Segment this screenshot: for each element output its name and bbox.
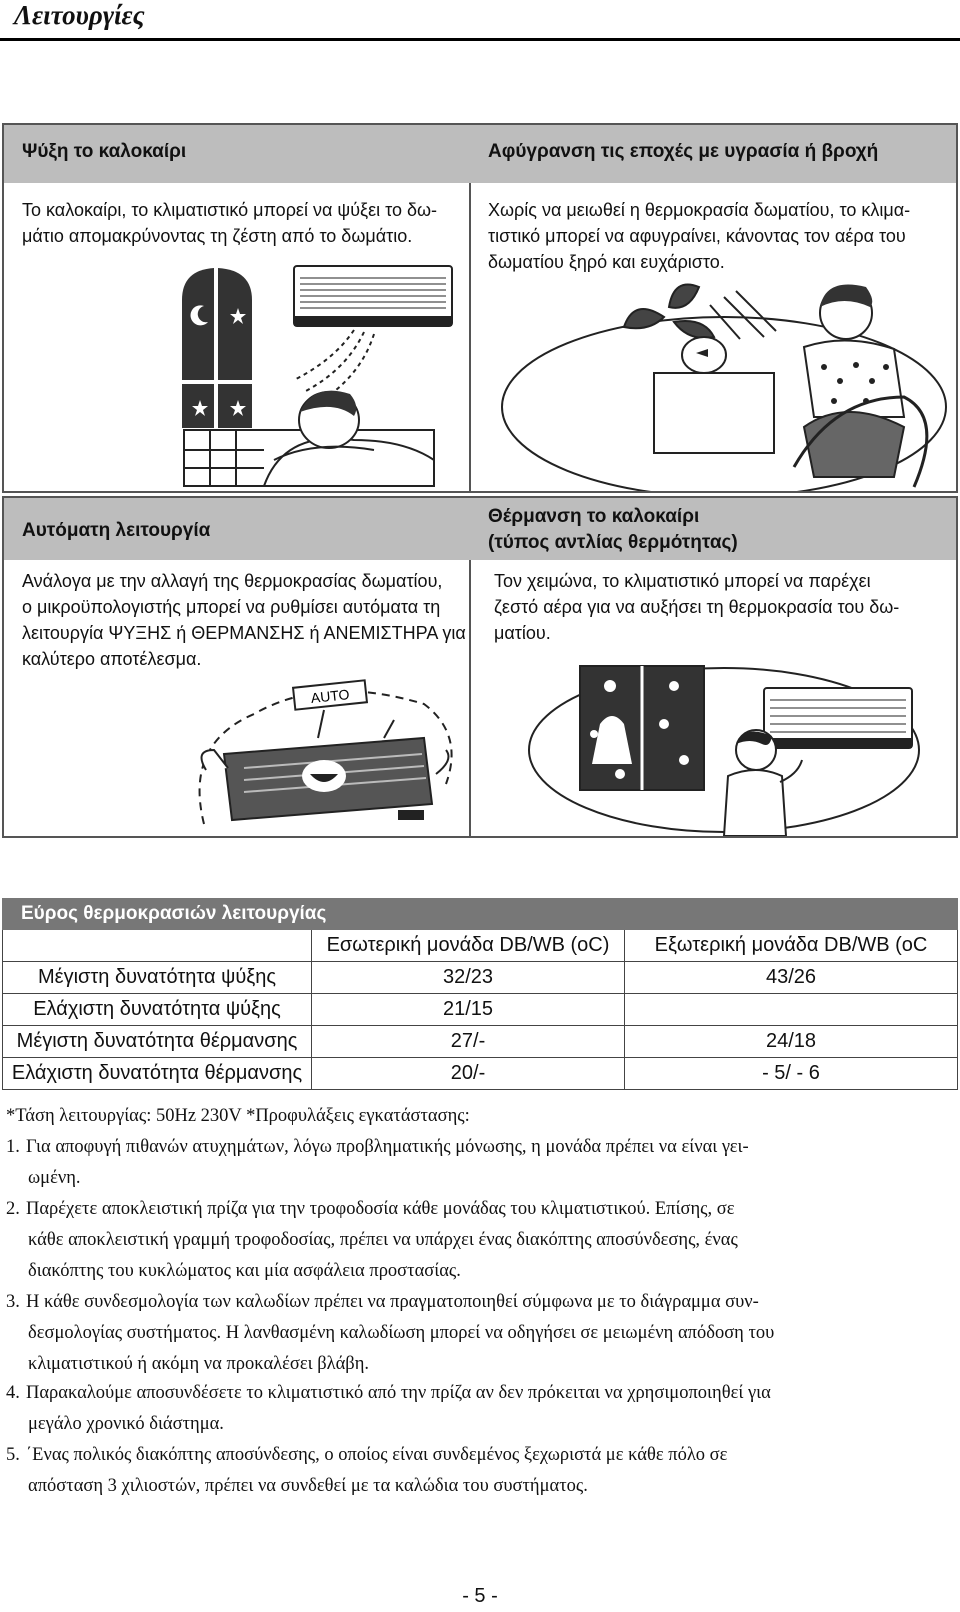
- note-line: μεγάλο χρονικό διάστημα.: [28, 1414, 224, 1434]
- table-cell: Μέγιστη δυνατότητα ψύξης: [3, 962, 312, 994]
- auto-badge: AUTO: [310, 686, 351, 706]
- table-cell: 20/-: [312, 1058, 625, 1090]
- top-panel: [2, 123, 958, 493]
- note-line: Παρακαλούμε αποσυνδέσετε το κλιματιστικό από την πρίζα αν δεν πρόκειται να χρησιμοποιηθεί για: [26, 1383, 771, 1403]
- table-row: [3, 962, 958, 994]
- dehumidify-text: Χωρίς να μειωθεί η θερμοκρασία δωματίου, το κλιμα- τιστικό μπορεί να αφυγραίνει, κάνοντας τον αέρα του δωματίου ξηρό και ευχάριστο.: [488, 200, 911, 272]
- table-header-row: [3, 930, 958, 962]
- auto-illustration: [184, 664, 464, 836]
- note-number: 5.: [6, 1445, 20, 1465]
- table-cell: Ελάχιστη δυνατότητα ψύξης: [3, 994, 312, 1026]
- dehumidify-illustration: [474, 277, 954, 491]
- cooling-illustration: [154, 260, 464, 490]
- note-line: απόσταση 3 χιλιοστών, πρέπει να συνδεθεί με τα καλώδια του συστήματος.: [28, 1476, 588, 1496]
- page-number: - 5 -: [462, 1585, 498, 1607]
- table-header-cell: Εξωτερική μονάδα DB/WB (oC: [625, 930, 958, 962]
- cooling-text: Το καλοκαίρι, το κλιματιστικό μπορεί να ψύξει το δω- μάτιο απομακρύνοντας τη ζέστη από το δωμάτιο.: [22, 200, 438, 246]
- cooling-heading: Ψύξη το καλοκαίρι: [22, 141, 187, 162]
- note-line: Παρέχετε αποκλειστική πρίζα για την τροφοδοσία κάθε μονάδας του κλιματιστικού. Επίσης, σε: [26, 1199, 735, 1219]
- middle-panel-header: [4, 498, 956, 560]
- table-cell: 24/18: [625, 1026, 958, 1058]
- temperature-table-caption: Εύρος θερμοκρασιών λειτουργίας: [3, 899, 958, 930]
- note-number: 2.: [6, 1199, 20, 1219]
- title-rule: [0, 38, 960, 41]
- table-cell: [625, 994, 958, 1026]
- middle-panel: [2, 496, 958, 838]
- note-line: δεσμολογίας συστήματος. Η λανθασμένη καλωδίωση μπορεί να οδηγήσει σε μειωμένη απόδοση του: [28, 1323, 775, 1343]
- note-line: ωμένη.: [28, 1168, 81, 1188]
- table-cell: 21/15: [312, 994, 625, 1026]
- note-item-1: [6, 1132, 956, 1194]
- note-item-5: [6, 1440, 956, 1502]
- note-number: 3.: [6, 1292, 20, 1312]
- table-header-cell: Εσωτερική μονάδα DB/WB (oC): [312, 930, 625, 962]
- table-row: [3, 1026, 958, 1058]
- temperature-table: [2, 898, 958, 1090]
- dehumidify-heading: Αφύγρανση τις εποχές με υγρασία ή βροχή: [488, 141, 879, 162]
- note-number: 1.: [6, 1137, 20, 1157]
- note-line: Για αποφυγή πιθανών ατυχημάτων, λόγω προβληματικής μόνωσης, η μονάδα πρέπει να είναι γει-: [26, 1137, 749, 1157]
- page-title: Λειτουργίες: [14, 0, 145, 30]
- note-line: κλιματιστικού ή ακόμη να προκαλέσει βλάβη.: [28, 1354, 370, 1374]
- temperature-table-caption-row: [3, 899, 958, 930]
- note-item-3: [6, 1287, 956, 1380]
- table-row: [3, 994, 958, 1026]
- table-row: [3, 1058, 958, 1090]
- auto-text: Ανάλογα με την αλλαγή της θερμοκρασίας δωματίου, ο μικροϋπολογιστής μπορεί να ρυθμίσει αυτόματα τη λειτουργία ΨΥΞΗΣ ή ΘΕΡΜΑΝΣΗΣ ή ΑΝΕΜΙΣΤΗΡΑ για καλύτερο αποτέλεσμα.: [22, 571, 466, 669]
- heating-text: Τον χειμώνα, το κλιματιστικό μπορεί να παρέχει ζεστό αέρα για να αυξήσει τη θερμοκρασία του δω- ματίου.: [494, 571, 900, 643]
- note-line: ΄Ενας πολικός διακόπτης αποσύνδεσης, ο οποίος είναι συνδεμένος ξεχωριστά με κάθε πόλο σε: [26, 1445, 728, 1465]
- notes-header: *Τάση λειτουργίας: 50Hz 230V *Προφυλάξεις εγκατάστασης:: [6, 1106, 470, 1126]
- heating-illustration: [524, 664, 944, 836]
- note-item-4: [6, 1378, 956, 1440]
- table-cell: - 5/ - 6: [625, 1058, 958, 1090]
- note-number: 4.: [6, 1383, 20, 1403]
- heating-heading-line2: (τύπος αντλίας θερμότητας): [488, 532, 738, 553]
- top-panel-header: [4, 125, 956, 183]
- table-cell: Μέγιστη δυνατότητα θέρμανσης: [3, 1026, 312, 1058]
- heating-heading-line1: Θέρμανση το καλοκαίρι: [488, 506, 700, 527]
- note-item-2: [6, 1194, 956, 1287]
- table-cell: 43/26: [625, 962, 958, 994]
- note-line: διακόπτης του κυκλώματος και μία ασφάλεια προστασίας.: [28, 1261, 461, 1281]
- auto-heading: Αυτόματη λειτουργία: [22, 520, 211, 541]
- table-cell: Ελάχιστη δυνατότητα θέρμανσης: [3, 1058, 312, 1090]
- note-line: Η κάθε συνδεσμολογία των καλωδίων πρέπει να πραγματοποιηθεί σύμφωνα με το διάγραμμα συν-: [26, 1292, 759, 1312]
- top-panel-divider: [469, 183, 471, 491]
- table-cell: 32/23: [312, 962, 625, 994]
- note-line: κάθε αποκλειστική γραμμή τροφοδοσίας, πρέπει να υπάρχει ένας διακόπτης αποσύνδεσης, ένας: [28, 1230, 738, 1250]
- table-cell: 27/-: [312, 1026, 625, 1058]
- table-header-cell: [3, 930, 312, 962]
